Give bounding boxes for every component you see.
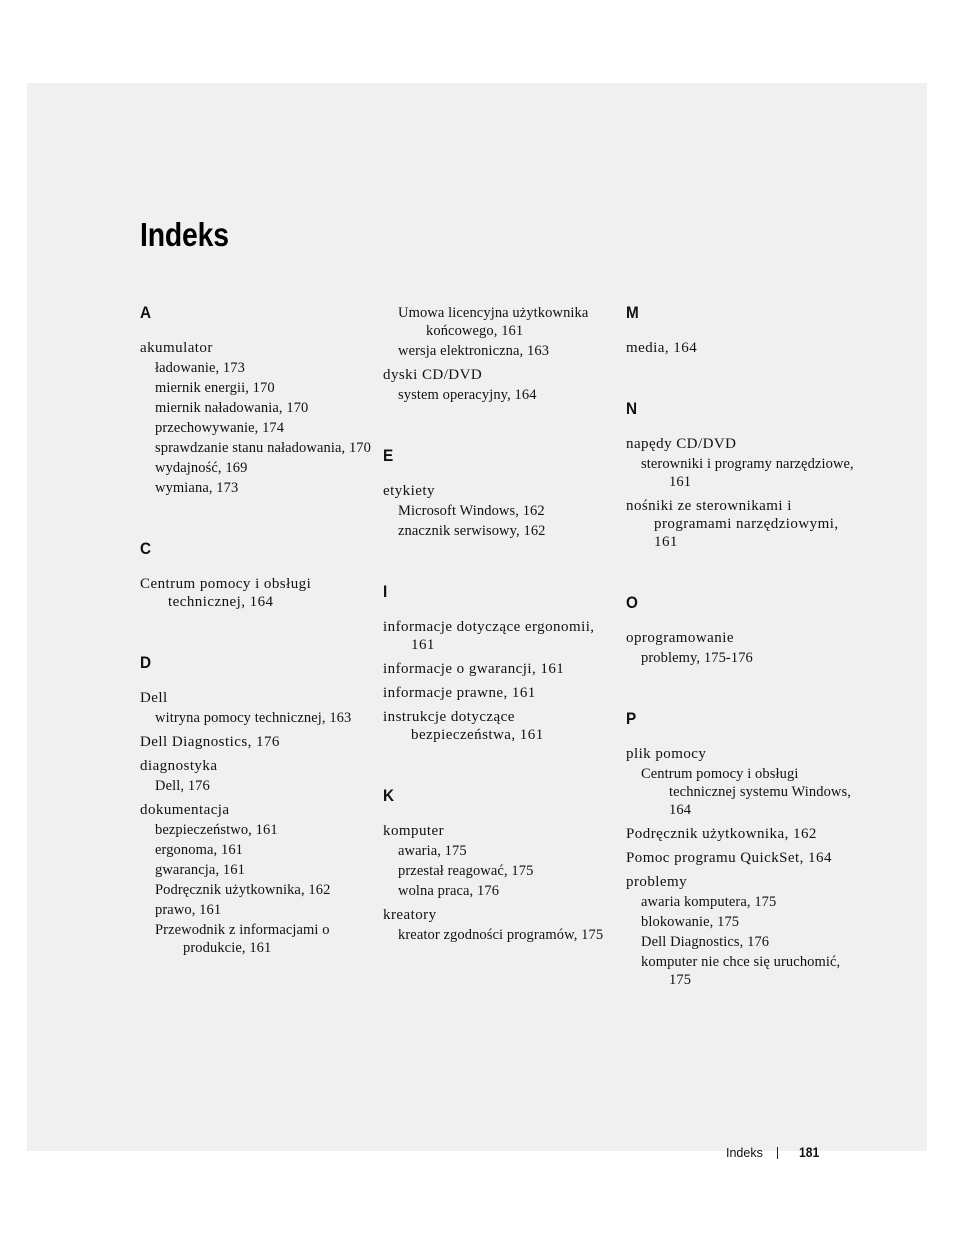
- index-section: [383, 582, 618, 744]
- index-subentry: kreator zgodności programów, 175: [398, 927, 604, 943]
- index-entry: [626, 849, 861, 867]
- index-entry: [140, 801, 375, 957]
- section-letter: E: [383, 446, 394, 465]
- index-term: kreatory: [383, 907, 437, 923]
- index-term: instrukcje dotyczące bezpieczeństwa, 161: [383, 709, 544, 743]
- index-entry: [140, 733, 375, 751]
- index-section: [383, 446, 618, 540]
- index-section: [140, 653, 375, 957]
- section-letter: A: [140, 303, 152, 322]
- index-page: [27, 83, 927, 1160]
- index-section: [140, 539, 375, 611]
- subentry-list: [383, 386, 618, 404]
- subentry-list: [140, 709, 375, 727]
- index-entry: [626, 497, 861, 551]
- subentry-list: [626, 455, 861, 491]
- index-term: nośniki ze sterownikami i programami narzędziowymi, 161: [626, 498, 839, 550]
- index-entry: [140, 689, 375, 727]
- index-section: [383, 304, 618, 404]
- index-entry: [383, 660, 618, 678]
- index-term: akumulator: [140, 340, 213, 356]
- subentry-list: [140, 777, 375, 795]
- section-letter: K: [383, 786, 395, 805]
- index-subentry: awaria, 175: [398, 843, 467, 859]
- index-entry: [383, 708, 618, 744]
- section-letter: N: [626, 399, 638, 418]
- index-entry: [626, 745, 861, 819]
- index-entry: [140, 575, 375, 611]
- index-term: komputer: [383, 823, 445, 839]
- index-term: Dell Diagnostics, 176: [140, 734, 280, 750]
- index-subentry: ergonoma, 161: [155, 842, 244, 858]
- index-subentry: miernik energii, 170: [155, 380, 275, 396]
- page-title: Indeks: [140, 216, 229, 253]
- index-term: problemy: [626, 874, 688, 890]
- index-subentry: wersja elektroniczna, 163: [398, 343, 550, 359]
- index-section: [626, 303, 861, 357]
- section-letter: D: [140, 653, 152, 672]
- index-subentry: znacznik serwisowy, 162: [398, 523, 546, 539]
- index-subentry: prawo, 161: [155, 902, 222, 918]
- index-column-1: [140, 303, 375, 999]
- footer-divider: [777, 1147, 778, 1159]
- index-term: informacje dotyczące ergonomii, 161: [383, 619, 595, 653]
- index-term: diagnostyka: [140, 758, 218, 774]
- index-subentry: system operacyjny, 164: [398, 387, 537, 403]
- index-entry: [383, 822, 618, 900]
- index-subentry: Przewodnik z informacjami o produkcie, 161: [155, 922, 330, 956]
- index-entry: [383, 618, 618, 654]
- section-letter: C: [140, 539, 152, 558]
- index-term: oprogramowanie: [626, 630, 734, 646]
- index-entry: [626, 873, 861, 989]
- subentry-list: [383, 502, 618, 540]
- index-entry: [626, 339, 861, 357]
- index-entry: [626, 435, 861, 491]
- index-term: etykiety: [383, 483, 435, 499]
- index-subentry: Dell Diagnostics, 176: [641, 934, 770, 950]
- section-letter: M: [626, 303, 639, 322]
- index-subentry: przestał reagować, 175: [398, 863, 534, 879]
- subentry-list: [140, 359, 375, 497]
- index-entry: [383, 906, 618, 944]
- index-entry: [626, 825, 861, 843]
- index-subentry: Dell, 176: [155, 778, 210, 794]
- index-entry: [383, 366, 618, 404]
- index-term: informacje prawne, 161: [383, 685, 536, 701]
- index-term: informacje o gwarancji, 161: [383, 661, 565, 677]
- index-section: [140, 303, 375, 497]
- subentry-list: [140, 821, 375, 957]
- index-section: [383, 786, 618, 944]
- index-term: Dell: [140, 690, 168, 706]
- index-subentry: przechowywanie, 174: [155, 420, 285, 436]
- index-term: plik pomocy: [626, 746, 707, 762]
- index-subentry: Microsoft Windows, 162: [398, 503, 545, 519]
- index-subentry: witryna pomocy technicznej, 163: [155, 710, 352, 726]
- subentry-list: [626, 765, 861, 819]
- subentry-list: [626, 649, 861, 667]
- index-subentry: problemy, 175-176: [641, 650, 753, 666]
- section-letter: O: [626, 593, 638, 612]
- footer-section-label: Indeks: [726, 1146, 763, 1160]
- index-subentry: Centrum pomocy i obsługi technicznej systemu Windows, 164: [641, 766, 851, 818]
- index-section: [626, 709, 861, 989]
- index-term: dyski CD/DVD: [383, 367, 483, 383]
- page-number: 181: [799, 1145, 820, 1160]
- index-subentry: awaria komputera, 175: [641, 894, 777, 910]
- section-letter: I: [383, 582, 388, 601]
- index-subentry: wolna praca, 176: [398, 883, 500, 899]
- index-entry: [383, 304, 618, 360]
- index-term: Podręcznik użytkownika, 162: [626, 826, 817, 842]
- index-entry: [626, 629, 861, 667]
- index-term: dokumentacja: [140, 802, 230, 818]
- index-column-2: [383, 304, 618, 986]
- index-subentry: Umowa licencyjna użytkownika końcowego, 161: [398, 305, 589, 339]
- index-term: media, 164: [626, 340, 698, 356]
- index-subentry: miernik naładowania, 170: [155, 400, 309, 416]
- section-letter: P: [626, 709, 637, 728]
- index-subentry: wydajność, 169: [155, 460, 248, 476]
- index-subentry: blokowanie, 175: [641, 914, 740, 930]
- index-column-3: [626, 303, 861, 1031]
- index-term: napędy CD/DVD: [626, 436, 737, 452]
- index-subentry: Podręcznik użytkownika, 162: [155, 882, 331, 898]
- index-term: Centrum pomocy i obsługi technicznej, 164: [140, 576, 312, 610]
- subentry-list: [383, 304, 618, 360]
- subentry-list: [626, 893, 861, 989]
- index-subentry: ładowanie, 173: [155, 360, 245, 376]
- index-entry: [140, 339, 375, 497]
- index-section: [626, 593, 861, 667]
- index-subentry: bezpieczeństwo, 161: [155, 822, 278, 838]
- index-entry: [383, 684, 618, 702]
- index-subentry: wymiana, 173: [155, 480, 239, 496]
- index-subentry: sprawdzanie stanu naładowania, 170: [155, 440, 371, 456]
- index-subentry: komputer nie chce się uruchomić, 175: [641, 954, 841, 988]
- index-subentry: sterowniki i programy narzędziowe, 161: [641, 456, 854, 490]
- subentry-list: [383, 926, 618, 944]
- index-term: Pomoc programu QuickSet, 164: [626, 850, 832, 866]
- index-entry: [140, 757, 375, 795]
- subentry-list: [383, 842, 618, 900]
- index-entry: [383, 482, 618, 540]
- index-subentry: gwarancja, 161: [155, 862, 245, 878]
- index-section: [626, 399, 861, 551]
